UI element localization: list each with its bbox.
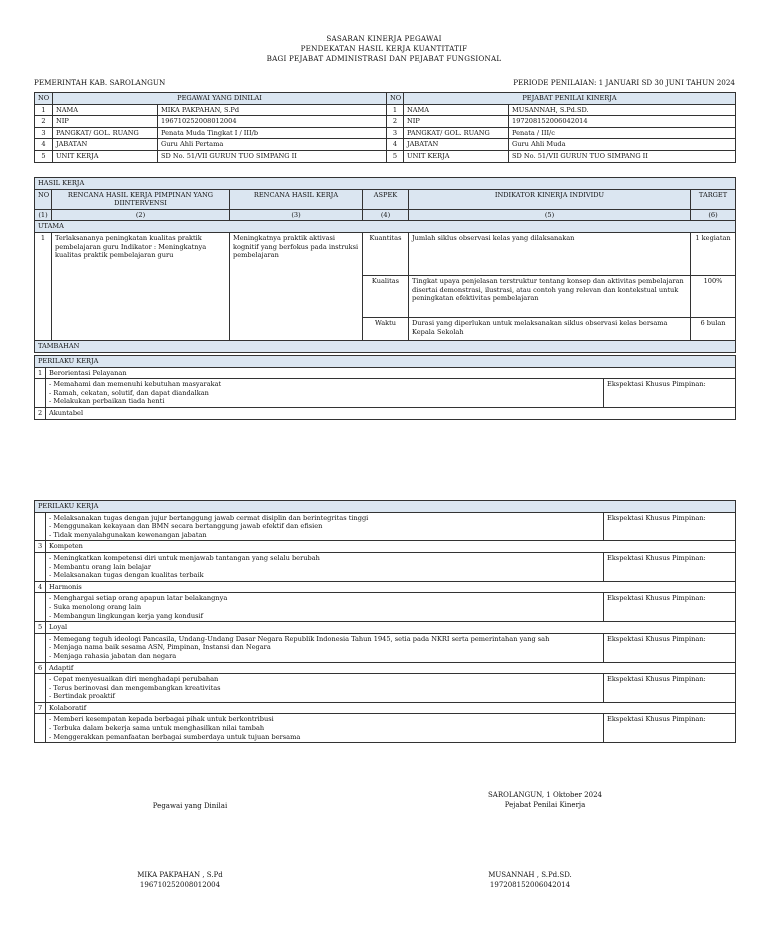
indikator-kuantitas: Jumlah siklus observasi kelas yang dilaksanakan [409,232,691,275]
penilai-nama: MUSANNAH, S.Pd.SD. [509,104,736,116]
col-rhk: RENCANA HASIL KERJA [230,189,363,209]
perilaku-item: - Terus berinovasi dan mengembangkan kreativitas [49,683,221,692]
utama-section: UTAMA [35,221,736,233]
perilaku-no: 6 [35,662,46,674]
colnum-1: (1) [35,209,52,221]
signature-left [80,870,280,890]
perilaku-item: - Memahami dan memenuhi kebutuhan masyarakat [49,380,222,389]
perilaku-item: - Melaksanakan tugas dengan kualitas terbaik [49,571,204,580]
ekspektasi-label: Ekspektasi Khusus Pimpinan: [604,593,736,622]
identity-table: NO PEGAWAI YANG DINILAI NO PEJABAT PENILAI KINERJA 1 NAMA MIKA PAKPAHAN, S.Pd 1 NAMA MUSANNAH, S.Pd.SD. 2 NIP 196710252008012004 2 NIP 197208152006042014 3 PANGKAT/ GOL. RUANG Penata Muda Tingkat I / III/b 3 PANGKAT/ GOL. RUANG Penata / III/c 4 JABATAN Guru Ahli Pertama 4 JABATAN Guru Ahli Muda 5 UNIT KERJA SD No. 51/VII GURUN TUO SIMPANG II 5 UNIT KERJA SD No. 51/VII GURUN TUO SIMPANG II [34,92,736,163]
aspek-kuantitas: Kuantitas [363,232,409,275]
perilaku-item: - Menjaga rahasia jabatan dan negara [49,651,177,660]
perilaku-items [46,714,604,743]
signature-right [430,870,630,890]
pegawai-unit: SD No. 51/VII GURUN TUO SIMPANG II [158,150,387,162]
left-role: Pegawai yang Dinilai [152,802,228,810]
perilaku-name: Berorientasi Pelayanan [46,367,736,379]
field-nama-2: NAMA [404,104,509,116]
perilaku-items [46,674,604,703]
aspek-kualitas: Kualitas [363,275,409,317]
field-jabatan-2: JABATAN [404,139,509,151]
signature-right-header [440,790,650,810]
col-no: NO [35,189,52,209]
rhk-text: Meningkatnya praktik aktivasi kognitif yang berfokus pada instruksi pembelajaran [230,232,363,340]
title-line-1: SASARAN KINERJA PEGAWAI [326,34,442,43]
document-title [0,34,768,64]
periode-label: PERIODE PENILAIAN: 1 JANUARI SD 30 JUNI TAHUN 2024 [513,78,735,87]
perilaku-name: Harmonis [46,581,736,593]
field-pangkat-2: PANGKAT/ GOL. RUANG [404,127,509,139]
perilaku-item: - Memberi kesempatan kepada berbagai pihak untuk berkontribusi [49,715,274,724]
col-target: TARGET [691,189,736,209]
colnum-6: (6) [691,209,736,221]
perilaku-item: - Menggunakan kekayaan dan BMN secara bertanggung jawab efektif dan efisien [49,522,323,531]
perilaku-item: - Menjaga nama baik sesama ASN, Pimpinan, Instansi dan Negara [49,643,271,652]
pegawai-pangkat: Penata Muda Tingkat I / III/b [158,127,387,139]
target-kuantitas: 1 kegiatan [691,232,736,275]
penilai-pangkat: Penata / III/c [509,127,736,139]
field-unit: UNIT KERJA [53,150,158,162]
perilaku-item: - Melaksanakan tugas dengan jujur bertanggung jawab cermat disiplin dan berintegritas tinggi [49,513,369,522]
target-waktu: 6 bulan [691,317,736,340]
header-pegawai: PEGAWAI YANG DINILAI [53,93,387,105]
left-name: MIKA PAKPAHAN , S.Pd [137,871,223,879]
field-nip: NIP [53,116,158,128]
penilai-unit: SD No. 51/VII GURUN TUO SIMPANG II [509,150,736,162]
header-penilai: PEJABAT PENILAI KINERJA [404,93,736,105]
ekspektasi-label: Ekspektasi Khusus Pimpinan: [604,674,736,703]
left-nip: 196710252008012004 [139,881,221,889]
penilai-nip: 197208152006042014 [509,116,736,128]
perilaku-table-1 [34,355,736,420]
ekspektasi-label: Ekspektasi Khusus Pimpinan: [604,552,736,581]
perilaku-item: - Ramah, cekatan, solutif, dan dapat diandalkan [49,388,209,397]
indikator-kualitas: Tingkat upaya penjelasan terstruktur tentang konsep dan aktivitas pembelajaran disertai demonstrasi, ilustrasi, atau contoh yang relevan dan kontekstual untuk peningkatan efektivitas pembelajaran [409,275,691,317]
perilaku-no: 5 [35,622,46,634]
perilaku-items [46,512,604,541]
target-kualitas: 100% [691,275,736,317]
field-pangkat: PANGKAT/ GOL. RUANG [53,127,158,139]
perilaku-item: - Meningkatkan kompetensi diri untuk menjawab tantangan yang selalu berubah [49,553,320,562]
colnum-2: (2) [52,209,230,221]
ekspektasi-label: Ekspektasi Khusus Pimpinan: [604,714,736,743]
hasil-kerja-section: HASIL KERJA [35,178,736,190]
colnum-4: (4) [363,209,409,221]
perilaku-item: - Membangun lingkungan kerja yang kondusif [49,611,204,620]
indikator-waktu: Durasi yang diperlukan untuk melaksanakan siklus observasi kelas bersama Kepala Sekolah [409,317,691,340]
header-no-2: NO [387,93,404,105]
perilaku-item: - Memegang teguh ideologi Pancasila, Undang-Undang Dasar Negara Republik Indonesia Tahun 1945, setia pada NKRI serta pemerintahan yang sah [49,634,550,643]
ekspektasi-label: Ekspektasi Khusus Pimpinan: [604,633,736,662]
col-rhk-pimpinan: RENCANA HASIL KERJA PIMPINAN YANG DIINTERVENSI [52,189,230,209]
perilaku-name: Loyal [46,622,736,634]
tambahan-section: TAMBAHAN [35,340,736,352]
ekspektasi-label: Ekspektasi Khusus Pimpinan: [604,512,736,541]
pegawai-nama: MIKA PAKPAHAN, S.Pd [158,104,387,116]
field-nip-2: NIP [404,116,509,128]
colnum-3: (3) [230,209,363,221]
signature-left-header [90,801,290,811]
perilaku-table-2 [34,500,736,743]
ekspektasi-label: Ekspektasi Khusus Pimpinan: [604,379,736,408]
aspek-waktu: Waktu [363,317,409,340]
hasil-row-no: 1 [35,232,52,340]
perilaku-items [46,552,604,581]
field-unit-2: UNIT KERJA [404,150,509,162]
title-line-2: PENDEKATAN HASIL KERJA KUANTITATIF [300,44,468,53]
right-nip: 197208152006042014 [489,881,571,889]
perilaku-no: 1 [35,367,46,379]
perilaku-item: - Suka menolong orang lain [49,602,142,611]
perilaku-no: 2 [35,407,46,419]
place-date: SAROLANGUN, 1 Oktober 2024 [487,791,602,799]
perilaku-item: - Tidak menyalahgunakan kewenangan jabatan [49,530,207,539]
pegawai-nip: 196710252008012004 [158,116,387,128]
title-line-3: BAGI PEJABAT ADMINISTRASI DAN PEJABAT FUNGSIONAL [266,54,502,63]
col-aspek: ASPEK [363,189,409,209]
perilaku-item: - Membantu orang lain belajar [49,562,152,571]
perilaku-section: PERILAKU KERJA [35,356,736,368]
perilaku-no: 7 [35,702,46,714]
perilaku-item: - Bertindak proaktif [49,692,115,701]
perilaku-name: Kolaboratif [46,702,736,714]
field-nama: NAMA [53,104,158,116]
right-role: Pejabat Penilai Kinerja [504,801,586,809]
perilaku-no: 3 [35,541,46,553]
rhk-pimpinan-text: Terlaksananya peningkatan kualitas praktik pembelajaran guru Indikator : Meningkatnya kualitas praktik pembelajaran guru [52,232,230,340]
pegawai-jabatan: Guru Ahli Pertama [158,139,387,151]
penilai-jabatan: Guru Ahli Muda [509,139,736,151]
perilaku-item: - Terbuka dalam bekerja sama untuk menghasilkan nilai tambah [49,724,265,733]
right-name: MUSANNAH , S.Pd.SD. [488,871,572,879]
perilaku-item: - Menghargai setiap orang apapun latar belakangnya [49,594,228,603]
colnum-5: (5) [409,209,691,221]
perilaku-name: Akuntabel [46,407,736,419]
perilaku-item: - Cepat menyesuaikan diri menghadapi perubahan [49,675,219,684]
col-indikator: INDIKATOR KINERJA INDIVIDU [409,189,691,209]
header-no: NO [35,93,53,105]
perilaku-items [46,633,604,662]
perilaku-item: - Melakukan perbaikan tiada henti [49,397,165,406]
perilaku-item: - Menggerakkan pemanfaatan berbagai sumberdaya untuk tujuan bersama [49,732,301,741]
perilaku-items [46,379,604,408]
perilaku-name: Adaptif [46,662,736,674]
field-jabatan: JABATAN [53,139,158,151]
perilaku-items [46,593,604,622]
perilaku-section-2: PERILAKU KERJA [35,501,736,513]
perilaku-name: Kompeten [46,541,736,553]
hasil-kerja-table [34,177,736,353]
perilaku-no: 4 [35,581,46,593]
instansi-label: PEMERINTAH KAB. SAROLANGUN [34,78,166,87]
